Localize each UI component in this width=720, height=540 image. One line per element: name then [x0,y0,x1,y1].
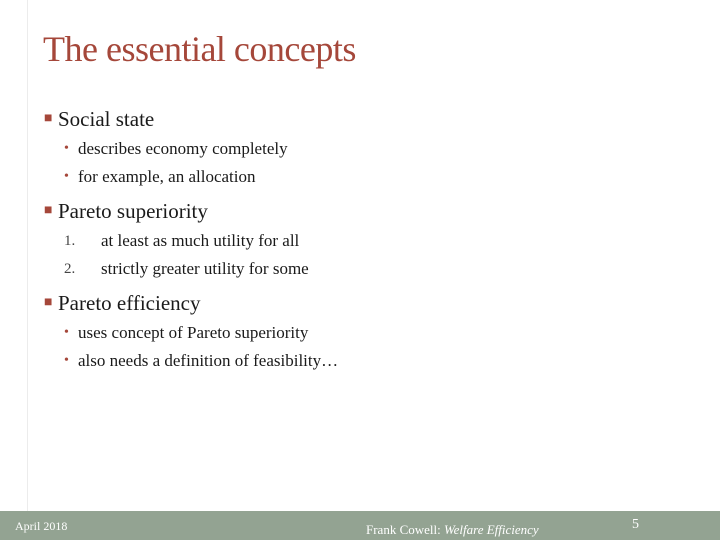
list-item [44,255,684,283]
list-item [44,135,684,163]
slide-title: The essential concepts [43,29,356,69]
slide-footer [0,511,720,540]
footer-author [366,522,539,538]
section-heading [44,197,684,225]
dot-bullet-icon: • [64,353,69,368]
dot-bullet-icon: • [64,169,69,184]
list-item [44,163,684,191]
footer-author-name: Frank Cowell: [366,522,444,537]
section-social-state [44,105,684,191]
list-number: 1. [64,233,76,249]
list-item [44,347,684,375]
list-item-text: strictly greater utility for some [101,259,309,278]
list-item [44,227,684,255]
list-item-text: also needs a definition of feasibility… [78,351,339,370]
list-item-text: describes economy completely [78,139,288,158]
dot-bullet-icon: • [64,141,69,156]
section-heading-text: Pareto superiority [58,199,208,223]
section-heading [44,289,684,317]
section-pareto-superiority [44,197,684,283]
page-number: 5 [632,517,639,532]
section-heading-text: Social state [58,107,155,131]
list-number: 2. [64,261,76,277]
list-item [44,319,684,347]
list-item-text: uses concept of Pareto superiority [78,323,309,342]
square-bullet-icon: ■ [44,203,53,218]
section-heading [44,105,684,133]
slide-body [44,105,684,381]
section-heading-text: Pareto efficiency [58,291,201,315]
left-margin [0,0,28,511]
list-item-text: for example, an allocation [78,167,256,186]
square-bullet-icon: ■ [44,295,53,310]
section-pareto-efficiency [44,289,684,375]
square-bullet-icon: ■ [44,111,53,126]
list-item-text: at least as much utility for all [101,231,300,250]
footer-date: April 2018 [15,519,68,533]
footer-presentation-title: Welfare Efficiency [444,522,539,537]
dot-bullet-icon: • [64,325,69,340]
